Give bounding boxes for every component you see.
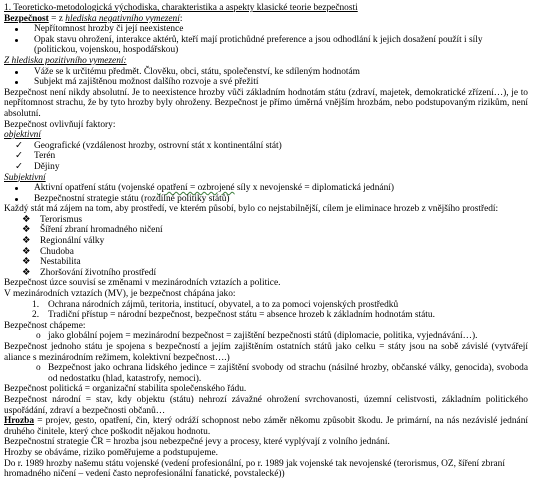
list-item — [4, 24, 528, 35]
diamond-bullet-icon: ❖ — [22, 257, 31, 268]
list-item — [4, 236, 528, 247]
list-item — [4, 35, 528, 56]
threat-term: Hrozba — [4, 416, 35, 427]
paragraph-national: Bezpečnost národní = stav, kdy objektu (státu) nehrozí závažné ohrožení svrchovanosti, územní celistvosti, základním politického uspořádání, zdraví a bezpečnosti občanů… — [4, 394, 528, 416]
list-item — [4, 194, 528, 205]
checkmark-icon: ✓ — [15, 140, 23, 151]
list-item-text: Ochrana národních zájmů, teritoria, institucí, obyvatel, a to za pomoci vojenských prostředků — [48, 299, 399, 310]
diamond-bullet-icon: ❖ — [22, 267, 31, 278]
list-item — [4, 331, 528, 342]
checkmark-icon: ✓ — [15, 151, 23, 162]
list-item — [4, 183, 528, 194]
list-item-text: Nepřítomnost hrozby či její neexistence — [34, 24, 184, 35]
list-item-text: Terorismus — [40, 214, 83, 225]
circle-bullet-icon: o — [36, 363, 41, 374]
diamond-bullet-icon: ❖ — [22, 246, 31, 257]
bullet-icon — [15, 187, 18, 190]
list-item-text: Geografické (vzdálenost hrozby, ostrovní stát x kontinentální stát) — [34, 140, 282, 151]
list-item — [4, 300, 528, 311]
list-item — [4, 141, 528, 152]
circle-bullet-icon: o — [36, 331, 41, 342]
negative-heading: hlediska negativního vymezení — [65, 13, 180, 24]
list-item — [4, 225, 528, 236]
paragraph-threat — [4, 416, 528, 437]
definition-eq: = z — [48, 13, 66, 24]
paragraph-chapeme: Bezpečnost chápeme: — [4, 320, 86, 331]
list-item-text: Váže se k určitému předmět. Člověku, obci, státu, společenství, ke sdíleným hodnotám — [34, 66, 360, 77]
list-item-text: Tradiční přístup = národní bezpečnost, bezpečnost státu = absence hrozeb k základním hodnotám státu. — [48, 310, 435, 321]
list-item-text: Dějiny — [34, 161, 60, 172]
list-item-text: Regionální války — [40, 236, 105, 247]
definition-colon: : — [179, 13, 183, 24]
bullet-icon — [15, 71, 18, 74]
bullet-icon — [15, 198, 18, 201]
list-item — [4, 77, 528, 88]
definition-line — [4, 14, 528, 25]
list-item — [4, 268, 528, 279]
paragraph-each-state: Bezpečnost jednoho státu je spojena s bezpečností a jejím zajištěním ostatních států jako celku = státy jsou na sobě závislé (vytvářejí aliance s mezinárodním režimem, kolektivní bezpečnost….) — [4, 342, 528, 363]
paragraph-absolute: Bezpečnost není nikdy absolutní. Je to neexistence hrozby vůči základním hodnotám státu (zdraví, majetek, demokratické zřízení…), je to nepřítomnost strachu, že by tyto hrozby byly ohroženy. Bezpečnost je přímo úměrná vnějším hrozbám, nebo podstupovaným rizikům, není absolutní. — [4, 87, 528, 119]
list-item-text: Aktivní opatření státu (vojenské — [34, 183, 157, 194]
list-number: 2. — [32, 310, 40, 321]
diamond-bullet-icon: ❖ — [22, 225, 31, 236]
list-item-text: Terén — [34, 151, 56, 162]
paragraph-change: Bezpečnost úzce souvisí se změnami v mezinárodních vztazích a politice. — [4, 278, 281, 289]
diamond-bullet-icon: ❖ — [22, 214, 31, 225]
list-item — [4, 162, 528, 173]
list-item-text: síly x nevojenské = diplomatická jednání) — [234, 183, 394, 194]
paragraph-every-state: Každý stát má zájem na tom, aby prostředí, ve kterém působí, bylo co nejstabilnější, cílem je eliminace hrozeb z vnějšího prostředí: — [4, 204, 499, 215]
list-item — [4, 310, 528, 321]
list-item — [4, 151, 528, 162]
paragraph-factors: Bezpečnost ovlivňují faktory: — [4, 119, 116, 130]
subjective-heading: Subjektivní — [4, 172, 46, 183]
list-item-text: Chudoba — [40, 246, 74, 257]
paragraph-strategy: Bezpečnostní strategie ČR = hrozba jsou nebezpečné jevy a procesy, které vyplývají z volního jednání. — [4, 437, 390, 448]
paragraph-1989: Do r. 1989 hrozby našemu státu vojenské (vedení profesionální, po r. 1989 jak vojenské tak nevojenské (terorismus, OZ, šíření zbraní hromadného ničení – vedení často neprofesionální fanatické, povstalecké)) — [4, 458, 505, 480]
list-item-text: Zhoršování životního prostředí — [40, 267, 157, 278]
paragraph-fear: Hrozby se obáváme, riziko poměřujeme a podstupujeme. — [4, 447, 218, 458]
list-item-text: Subjekt má zajištěnou možnost dalšího rozvoje a své přežití — [34, 77, 259, 88]
list-item — [4, 363, 528, 384]
document-title: 1. Teoreticko-metodologická východiska, charakteristika a aspekty klasické teorie bezpečnosti — [4, 3, 358, 13]
list-item-text: Bezpečnostní strategie státu (rozdílné politiky států) — [34, 193, 230, 204]
checkmark-icon: ✓ — [15, 161, 23, 172]
list-item-text: Nestabilita — [40, 257, 81, 268]
bullet-icon — [15, 28, 18, 31]
definition-term: Bezpečnost — [4, 13, 49, 24]
list-item — [4, 257, 528, 268]
paragraph-mv: V mezinárodních vztazích (MV), je bezpečnost chápána jako: — [4, 289, 236, 300]
positive-heading: Z hlediska pozitivního vymezení: — [4, 55, 127, 66]
list-item-text: Šíření zbraní hromadného ničení — [40, 225, 163, 236]
list-item-text: Bezpečnost jako ochrana lidského jedince = zajištění svobody od strachu (násilné hrozby, občanské války, genocida), svoboda od nedostatku (hlad, katastrofy, nemoci). — [48, 363, 528, 384]
list-item — [4, 215, 528, 226]
paragraph-political: Bezpečnost politická = organizační stabilita společenského řádu. — [4, 384, 247, 395]
objective-heading: objektivní — [4, 130, 41, 141]
diamond-bullet-icon: ❖ — [22, 236, 31, 247]
list-item-text: jako globální pojem = mezinárodní bezpečnost = zajištění bezpečnosti států (diplomacie, politika, vyjednávání…). — [48, 331, 478, 342]
list-number: 1. — [32, 299, 40, 310]
list-item — [4, 247, 528, 258]
list-item — [4, 67, 528, 78]
bullet-icon — [15, 81, 18, 84]
spellcheck-text: opatření = ozbrojené — [156, 183, 235, 194]
list-item-text: Opak stavu ohrožení, interakce aktérů, kteří mají protichůdné preference a jsou odhodlání k jejich dosažení použít i síly (politickou, vojenskou, hospodářskou) — [34, 34, 483, 56]
bullet-icon — [15, 39, 18, 42]
threat-definition: = projev, gesto, opatření, čin, který odráží schopnost nebo záměr někomu způsobit škodu. Je primární, na nás nezávislé jednání druhého činitele, který chce poškodit nějakou hodnotu. — [4, 416, 528, 437]
